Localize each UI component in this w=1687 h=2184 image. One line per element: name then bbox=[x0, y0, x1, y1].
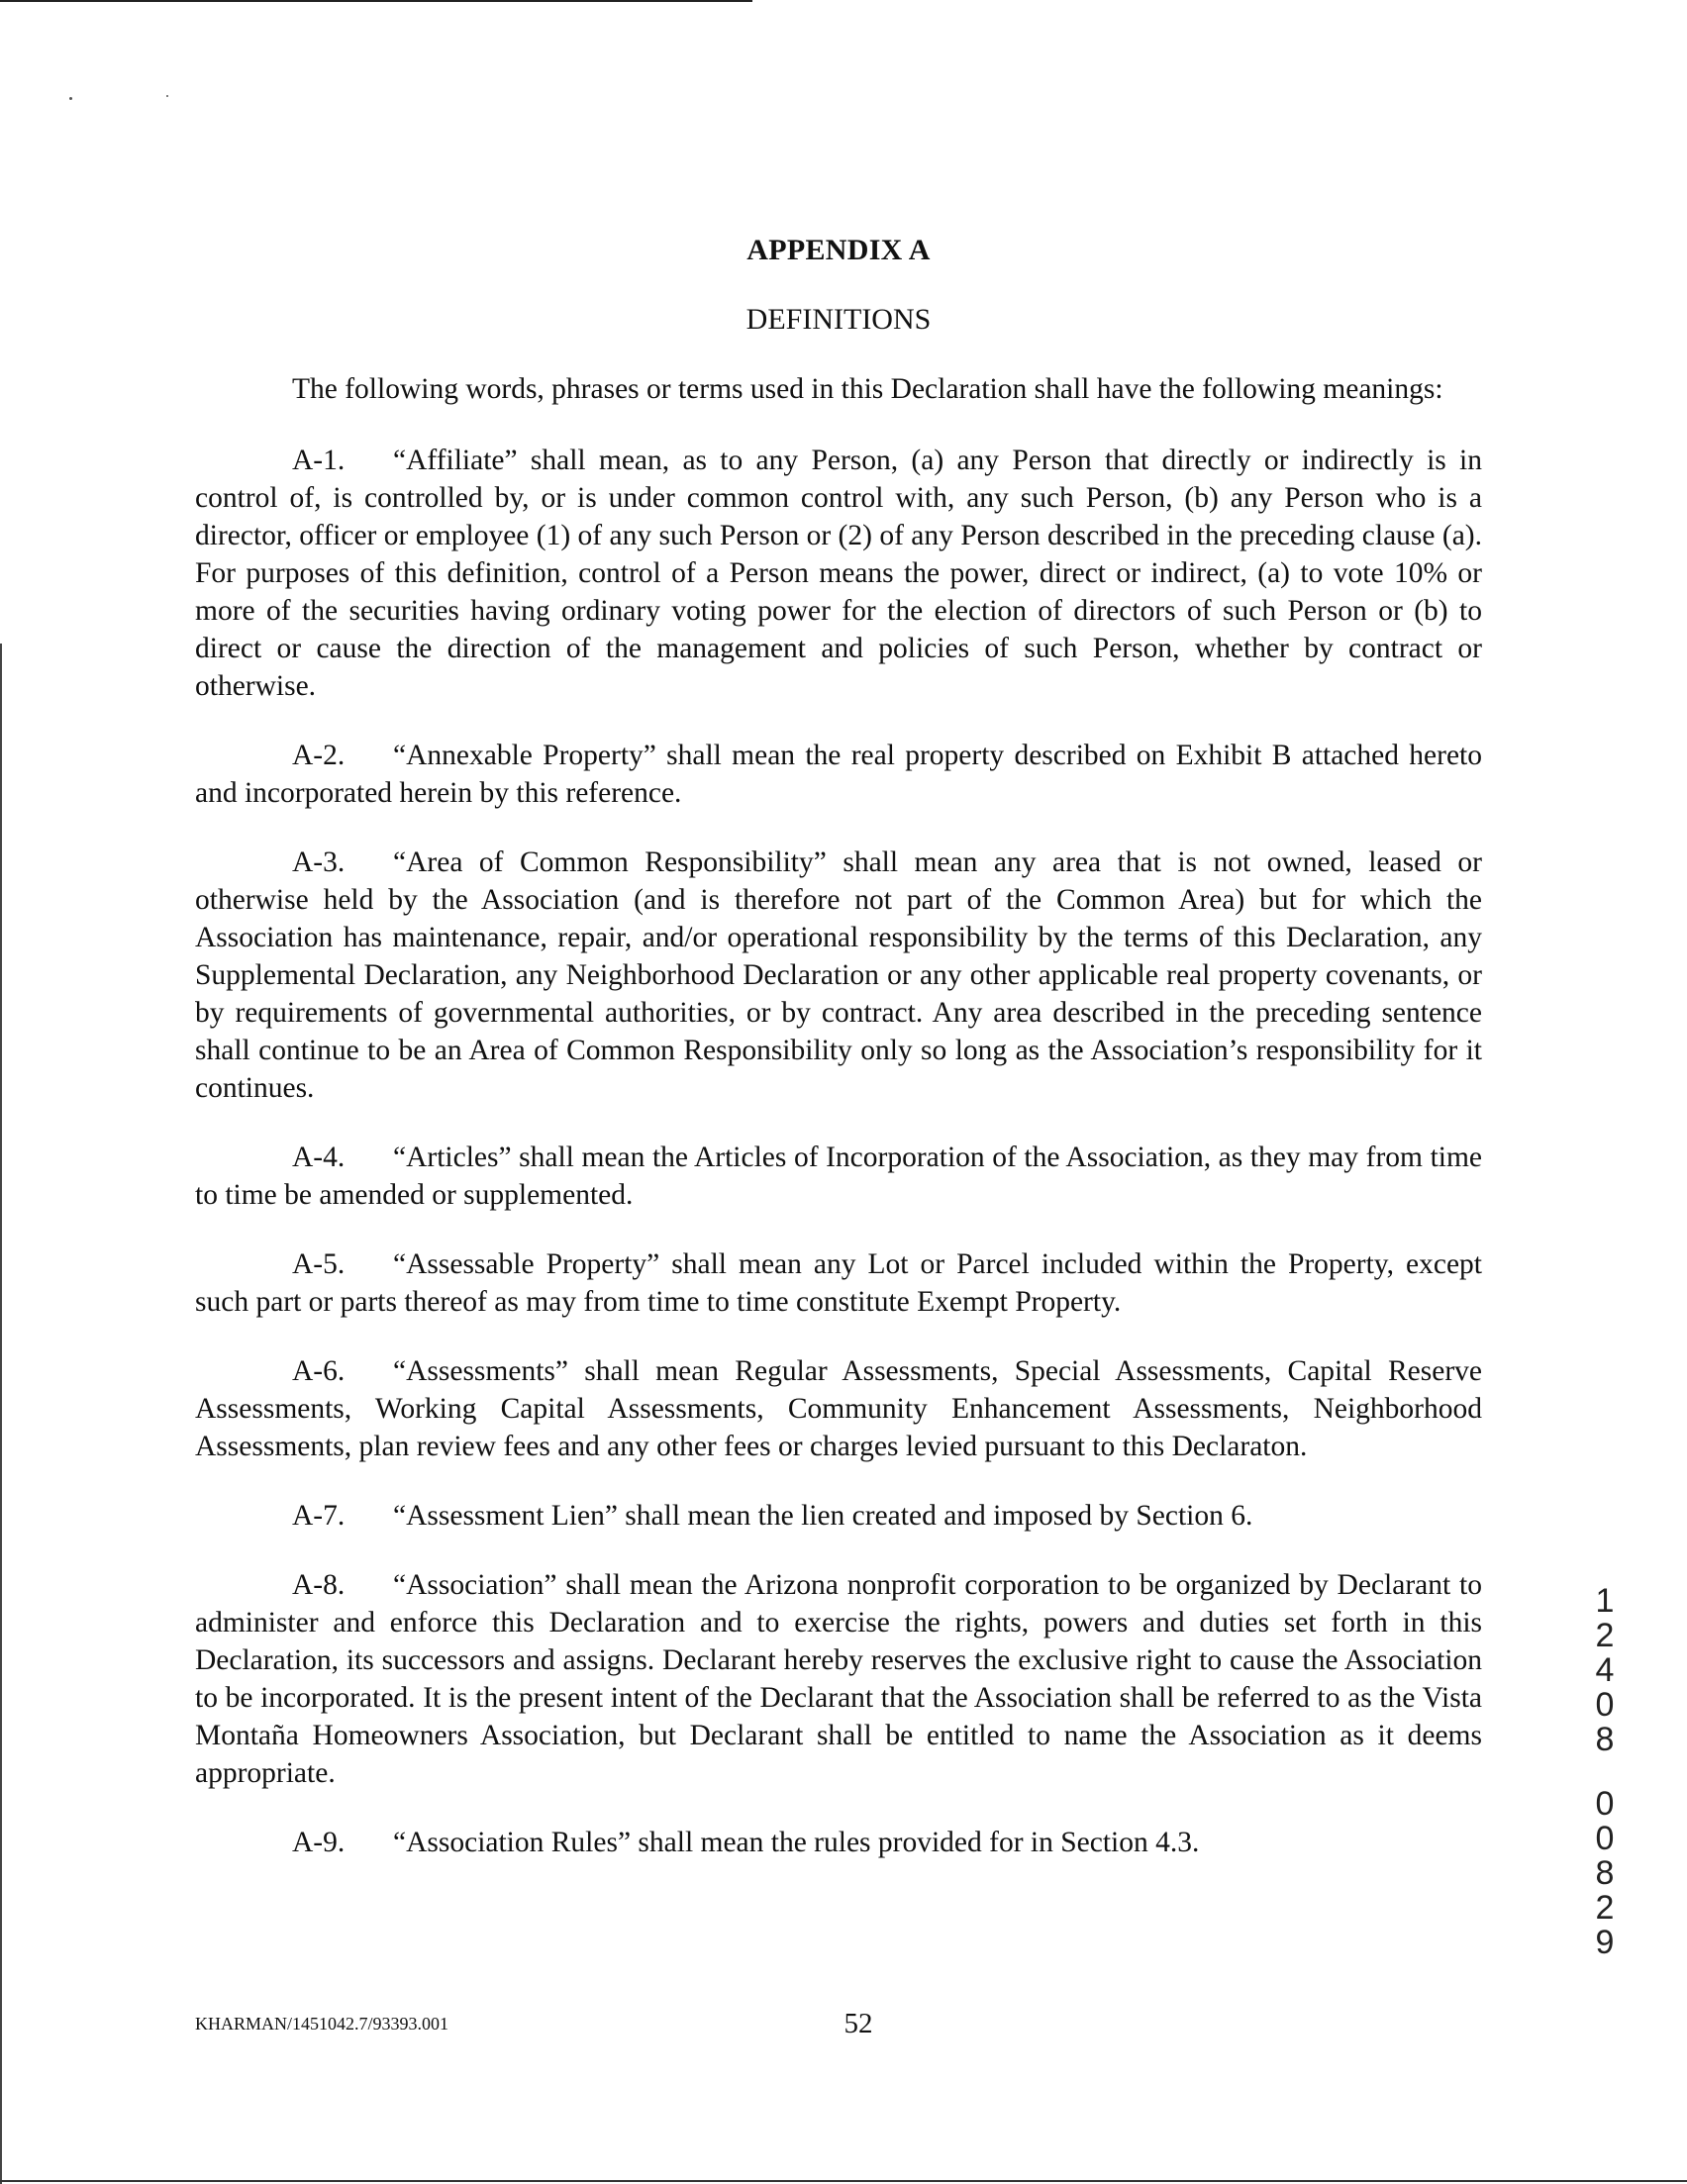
page-number: 52 bbox=[844, 2008, 873, 2039]
definition-text: “Articles” shall mean the Articles of Incorporation of the Association, as they may from time to time be amended or supplemented. bbox=[195, 1142, 1482, 1211]
stamp-digit: 2 bbox=[1595, 1617, 1615, 1654]
scan-edge-left bbox=[0, 644, 2, 2184]
definition-text: “Area of Common Responsibility” shall mean any area that is not owned, leased or otherwise held by the Association (and is therefore not part of the Common Area) but for which the Association has maintenance, repair, and/or operational responsibility by the terms of this Declaration, any Supplemental Declaration, any Neighborhood Declaration or any other applicable real property covenants, or by requirements of governmental authorities, or by contract. Any area described in the preceding sentence shall continue to be an Area of Common Responsibility only so long as the Association’s responsibility for it continues. bbox=[195, 846, 1482, 1104]
stamp-digit: 0 bbox=[1595, 1686, 1615, 1724]
definition-text: “Association” shall mean the Arizona nonprofit corporation to be organized by Declarant to administer and enforce this Declaration and to exercise the rights, powers and duties set forth in this Declaration, its successors and assigns. Declarant hereby reserves the exclusive right to cause the Association to be incorporated. It is the present intent of the Declarant that the Association shall be referred to as the Vista Montaña Homeowners Association, but Declarant shall be entitled to name the Association as it deems appropriate. bbox=[195, 1569, 1482, 1789]
definition-text: “Assessment Lien” shall mean the lien created and imposed by Section 6. bbox=[393, 1500, 1253, 1532]
definition-a5 bbox=[195, 1245, 1482, 1321]
stamp-digit: 8 bbox=[1595, 1854, 1615, 1892]
definition-a7 bbox=[195, 1497, 1482, 1535]
page-footer bbox=[195, 2008, 1482, 2047]
scan-edge-top bbox=[0, 0, 752, 2]
stamp-bottom-number bbox=[1587, 1787, 1623, 1960]
stamp-digit: 1 bbox=[1595, 1582, 1615, 1620]
stamp-digit: 0 bbox=[1595, 1820, 1615, 1857]
definition-a4 bbox=[195, 1139, 1482, 1214]
recording-stamp bbox=[1587, 1584, 1623, 1960]
stamp-digit: 2 bbox=[1595, 1889, 1615, 1927]
definition-number: A-7. bbox=[292, 1500, 346, 1532]
footer-document-id: KHARMAN/1451042.7/93393.001 bbox=[195, 2014, 449, 2034]
stamp-digit: 0 bbox=[1595, 1785, 1615, 1823]
definition-number: A-2. bbox=[292, 740, 346, 771]
appendix-heading: APPENDIX A bbox=[746, 234, 931, 266]
definition-text: “Affiliate” shall mean, as to any Person, (a) any Person that directly or indirectly is in control of, is controlled by, or is under common control with, any such Person, (b) any Person who is a director, officer or employee (1) of any such Person or (2) of any Person described in the preceding clause (a). For purposes of this definition, control of a Person means the power, direct or indirect, (a) to vote 10% or more of the securities having ordinary voting power for the election of directors of such Person or (b) to direct or cause the direction of the management and policies of such Person, whether by contract or otherwise. bbox=[195, 445, 1482, 702]
definition-text: “Annexable Property” shall mean the real property described on Exhibit B attached hereto and incorporated herein by this reference. bbox=[195, 740, 1482, 809]
definition-a2 bbox=[195, 737, 1482, 812]
definition-number: A-4. bbox=[292, 1142, 346, 1173]
definition-number: A-8. bbox=[292, 1569, 346, 1601]
definitions-subheading: DEFINITIONS bbox=[745, 303, 932, 336]
definition-text: “Association Rules” shall mean the rules provided for in Section 4.3. bbox=[393, 1827, 1200, 1858]
definition-number: A-1. bbox=[292, 445, 346, 476]
stamp-digit: 9 bbox=[1595, 1924, 1615, 1961]
definition-number: A-6. bbox=[292, 1355, 346, 1387]
scan-speck bbox=[166, 95, 168, 97]
stamp-top-number bbox=[1587, 1584, 1623, 1757]
definition-a3 bbox=[195, 844, 1482, 1107]
document-body bbox=[195, 218, 1482, 1893]
definition-number: A-5. bbox=[292, 1248, 346, 1280]
definition-number: A-9. bbox=[292, 1827, 346, 1858]
scan-speck bbox=[69, 97, 72, 100]
definition-a1 bbox=[195, 442, 1482, 705]
definition-number: A-3. bbox=[292, 846, 346, 878]
definition-text: “Assessments” shall mean Regular Assessments, Special Assessments, Capital Reserve Assessments, Working Capital Assessments, Community Enhancement Assessments, Neighborhood Assessments, plan review fees and any other fees or charges levied pursuant to this Declaraton. bbox=[195, 1355, 1482, 1462]
stamp-digit: 8 bbox=[1595, 1721, 1615, 1758]
definition-text: “Assessable Property” shall mean any Lot or Parcel included within the Property, except such part or parts thereof as may from time to time constitute Exempt Property. bbox=[195, 1248, 1482, 1318]
definition-a6 bbox=[195, 1352, 1482, 1465]
intro-paragraph: The following words, phrases or terms used in this Declaration shall have the following meanings: bbox=[292, 373, 1443, 405]
scan-edge-bottom bbox=[0, 2180, 1687, 2182]
stamp-gap bbox=[1587, 1757, 1623, 1787]
stamp-digit: 4 bbox=[1595, 1651, 1615, 1689]
definition-a8 bbox=[195, 1566, 1482, 1792]
definition-a9 bbox=[195, 1824, 1482, 1861]
